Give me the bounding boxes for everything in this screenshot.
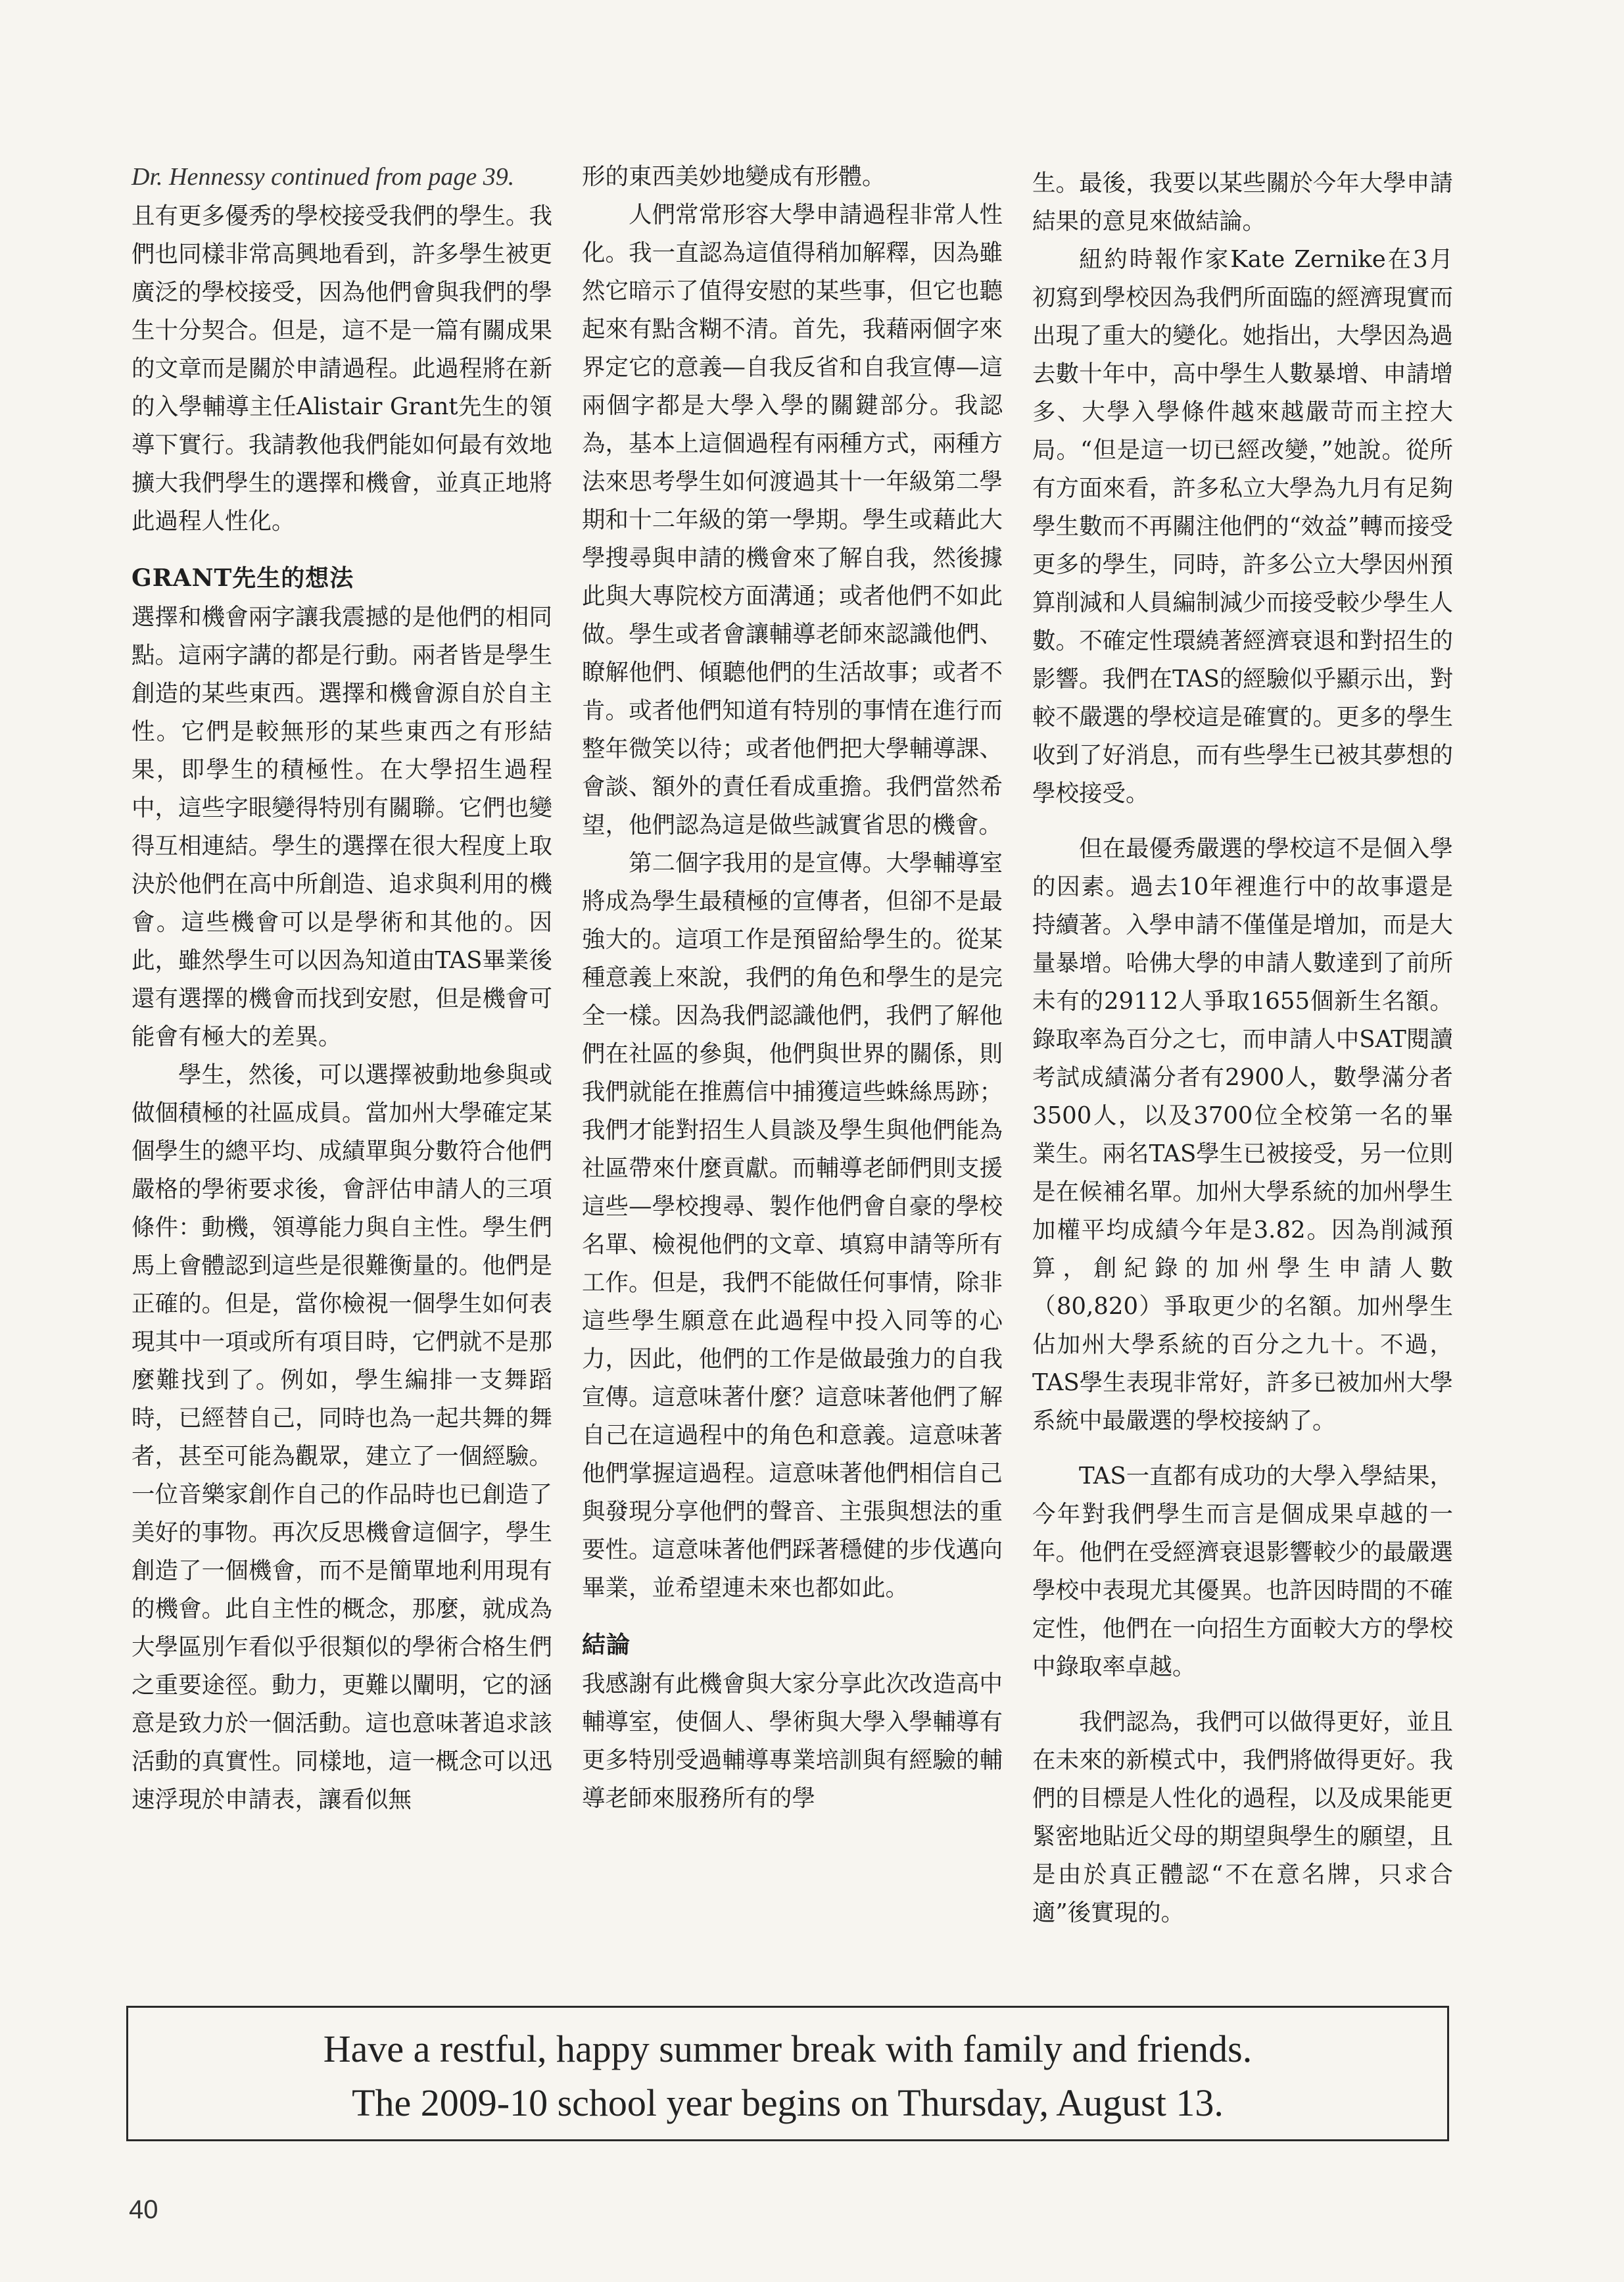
paragraph: 我們認為，我們可以做得更好，並且在未來的新模式中，我們將做得更好。我們的目標是人性化的過程，以及成果能更緊密地貼近父母的期望與學生的願望，且是由於真正體認“不在意名牌，只求合適”後實現的。 [1032, 1709, 1453, 1926]
paragraph: 紐約時報作家Kate Zernike在3月初寫到學校因為我們所面臨的經濟現實而出現了重大的變化。她指出，大學因為過去數十年中，高中學生人數暴增、申請增多、大學入學條件越來越嚴苛而主控大局。“但是這一切已經改變，”她說。從所有方面來看，許多私立大學為九月有足夠學生數而不再關注他們的“效益”轉而接受更多的學生，同時，許多公立大學因州預算削減和人員編制減少而接受較少學生人數。不確定性環繞著經濟衰退和對招生的影響。我們在TAS的經驗似乎顯示出，對較不嚴選的學校這是確實的。更多的學生收到了好消息，而有些學生已被其夢想的學校接受。 [1032, 246, 1453, 807]
paragraph: 且有更多優秀的學校接受我們的學生。我們也同樣非常高興地看到，許多學生被更廣泛的學校接受，因為他們會與我們的學生十分契合。但是，這不是一篇有關成果的文章而是關於申請過程。此過程將在新的入學輔導主任Alistair Grant先生的領導下實行。我請教他我們能如何最有效地擴大我們學生的選擇和機會，並真正地將此過程人性化。 [131, 203, 552, 535]
paragraph: TAS一直都有成功的大學入學結果，今年對我們學生而言是個成果卓越的一年。他們在受經濟衰退影響較少的最嚴選學校中表現尤其優異。也許因時間的不確定性，他們在一向招生方面較大方的學校中錄取率卓越。 [1032, 1463, 1453, 1680]
column-1 [131, 158, 552, 1819]
paragraph: 但在最優秀嚴選的學校這不是個入學的因素。過去10年裡進行中的故事還是持續著。入學申請不僅僅是增加，而是大量暴增。哈佛大學的申請人數達到了前所未有的29112人爭取1655個新生名額。錄取率為百分之七，而申請人中SAT閱讀考試成績滿分者有2900人，數學滿分者3500人，以及3700位全校第一名的畢業生。兩名TAS學生已被接受，另一位則是在候補名單。加州大學系統的加州學生加權平均成績今年是3.82。因為削減預算，創紀錄的加州學生申請人數（80,820）爭取更少的名額。加州學生佔加州大學系統的百分之九十。不過，TAS學生表現非常好，許多已被加州大學系統中最嚴選的學校接納了。 [1032, 835, 1453, 1434]
paragraph: 學生，然後，可以選擇被動地參與或做個積極的社區成員。當加州大學確定某個學生的總平均、成績單與分數符合他們嚴格的學術要求後，會評估申請人的三項條件：動機，領導能力與自主性。學生們馬上會體認到這些是很難衡量的。他們是正確的。但是，當你檢視一個學生如何表現其中一項或所有項目時，它們就不是那麼難找到了。例如，學生編排一支舞蹈時，已經替自己，同時也為一起共舞的舞者，甚至可能為觀眾，建立了一個經驗。一位音樂家創作自己的作品時也已創造了美好的事物。再次反思機會這個字，學生創造了一個機會，而不是簡單地利用現有的機會。此自主性的概念，那麼，就成為大學區別乍看似乎很類似的學術合格生們之重要途徑。動力，更難以闡明，它的涵意是致力於一個活動。這也意味著追求該活動的真實性。同樣地，這一概念可以迅速浮現於申請表，讓看似無 [131, 1061, 552, 1813]
section-heading-conclusion: 結論 [582, 1631, 631, 1659]
paragraph: 形的東西美妙地變成有形體。 [582, 163, 886, 190]
section-heading-grant: GRANT先生的想法 [131, 564, 354, 592]
page-number: 40 [129, 2195, 158, 2224]
banner-line-2: The 2009-10 school year begins on Thursday, August 13. [352, 2081, 1224, 2124]
paragraph: 選擇和機會兩字讓我震撼的是他們的相同點。這兩字講的都是行動。兩者皆是學生創造的某些東西。選擇和機會源自於自主性。它們是較無形的某些東西之有形結果，即學生的積極性。在大學招生過程中，這些字眼變得特別有關聯。它們也變得互相連結。學生的選擇在很大程度上取決於他們在高中所創造、追求與利用的機會。這些機會可以是學術和其他的。因此，雖然學生可以因為知道由TAS畢業後還有選擇的機會而找到安慰，但是機會可能會有極大的差異。 [131, 604, 552, 1050]
paragraph: 我感謝有此機會與大家分享此次改造高中輔導室，使個人、學術與大學入學輔導有更多特別受過輔導專業培訓與有經驗的輔導老師來服務所有的學 [582, 1670, 1003, 1812]
continued-note: Dr. Hennessy continued from page 39. [131, 163, 515, 191]
banner-line-1: Have a restful, happy summer break with family and friends. [323, 2027, 1253, 2070]
summer-break-banner [126, 2006, 1449, 2141]
paragraph: 人們常常形容大學申請過程非常人性化。我一直認為這值得稍加解釋，因為雖然它暗示了值得安慰的某些事，但它也聽起來有點含糊不清。首先，我藉兩個字來界定它的意義—自我反省和自我宣傳—這兩個字都是大學入學的關鍵部分。我認為，基本上這個過程有兩種方式，兩種方法來思考學生如何渡過其十一年級第二學期和十二年級的第一學期。學生或藉此大學搜尋與申請的機會來了解自我，然後據此與大專院校方面溝通；或者他們不如此做。學生或者會讓輔導老師來認識他們、瞭解他們、傾聽他們的生活故事；或者不肯。或者他們知道有特別的事情在進行而整年微笑以待；或者他們把大學輔導課、會談、額外的責任看成重擔。我們當然希望，他們認為這是做些誠實省思的機會。 [582, 201, 1003, 838]
paragraph: 生。最後，我要以某些關於今年大學申請結果的意見來做結論。 [1032, 170, 1453, 235]
column-3 [1032, 164, 1453, 1932]
paragraph: 第二個字我用的是宣傳。大學輔導室將成為學生最積極的宣傳者，但卻不是最強大的。這項工作是預留給學生的。從某種意義上來說，我們的角色和學生的是完全一樣。因為我們認識他們，我們了解他們在社區的參與，他們與世界的關係，則我們就能在推薦信中捕獲這些蛛絲馬跡；我們才能對招生人員談及學生與他們能為社區帶來什麼貢獻。而輔導老師們則支援這些—學校搜尋、製作他們會自豪的學校名單、檢視他們的文章、填寫申請等所有工作。但是，我們不能做任何事情，除非這些學生願意在此過程中投入同等的心力，因此，他們的工作是做最強力的自我宣傳。這意味著什麼？這意味著他們了解自己在這過程中的角色和意義。這意味著他們掌握這過程。這意味著他們相信自己與發現分享他們的聲音、主張與想法的重要性。這意味著他們踩著穩健的步伐邁向畢業，並希望連未來也都如此。 [582, 850, 1003, 1601]
column-2 [582, 158, 1003, 1818]
